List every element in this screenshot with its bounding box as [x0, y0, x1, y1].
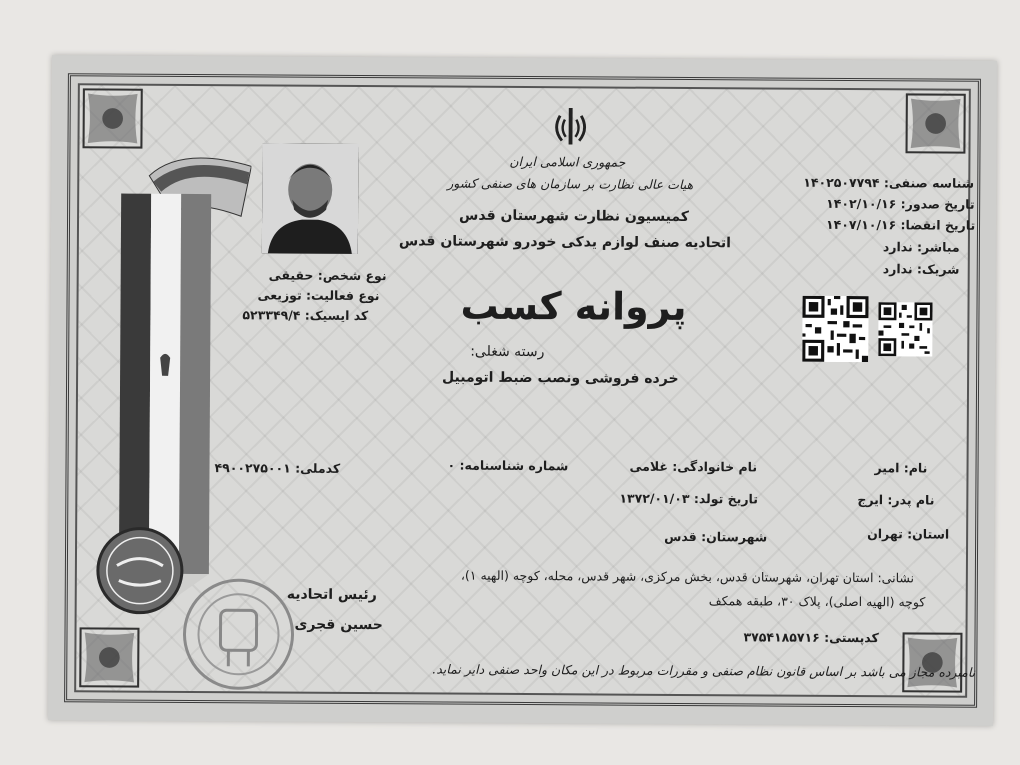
issue-date: تاریخ صدور: ۱۴۰۲/۱۰/۱۶ [826, 195, 975, 212]
father-name: نام پدر: ایرج [857, 492, 935, 508]
header-commission: کمیسیون نظارت شهرستان قدس [459, 207, 689, 226]
corner-ornament-icon [904, 92, 966, 154]
activity-label: رسته شغلی: [470, 343, 545, 361]
first-name: نام: امیر [874, 460, 928, 476]
last-name: نام خانوادگی: غلامی [629, 458, 758, 475]
city: شهرستان: قدس [664, 528, 768, 545]
header-board: هیات عالی نظارت بر سازمان های صنفی کشور [447, 175, 694, 193]
qr-code-icon [878, 302, 932, 356]
activity-type: نوع فعالیت: توزیعی [257, 287, 380, 304]
national-code: کدملی: ۴۹۰۰۲۷۵۰۰۱ [214, 460, 341, 476]
holder-photo [262, 143, 359, 254]
postal-code: کدپستی: ۳۷۵۴۱۸۵۷۱۶ [743, 629, 879, 646]
qr-code-icon [802, 296, 868, 362]
signature-name: حسین قجری [294, 616, 383, 634]
isic-code: کد ایسیک: ۵۲۳۳۴۹/۴ [242, 307, 369, 324]
birth-date: تاریخ تولد: ۱۳۷۲/۰۱/۰۳ [619, 490, 758, 507]
guild-id: شناسه صنفی: ۱۴۰۲۵۰۷۷۹۴ [803, 174, 975, 191]
mobasher: مباشر: ندارد [882, 239, 960, 255]
signature-role: رئیس اتحادیه [286, 586, 377, 604]
province: استان: تهران [867, 526, 950, 542]
person-type: نوع شخص: حقیقی [268, 267, 387, 284]
address-line-2: کوچه (الهیه اصلی)، پلاک ۳۰، طبقه همکف [708, 593, 926, 610]
corner-ornament-icon [78, 626, 140, 688]
footer-note: نامبرده مجاز می باشد بر اساس قانون نظام صنفی و مقررات مربوط در این مکان واحد صنفی دایر نماید. [432, 661, 976, 680]
iran-emblem-icon [546, 102, 594, 150]
header-republic: جمهوری اسلامی ایران [509, 153, 626, 170]
document-title: پروانه کسب [460, 283, 687, 330]
corner-ornament-icon [901, 631, 963, 693]
address-line-1: نشانی: استان تهران، شهرستان قدس، بخش مرکزی، شهر قدس، محله، کوچه (الهیه ۱)، [460, 567, 915, 586]
expiry-date: تاریخ انقضا: ۱۴۰۷/۱۰/۱۶ [825, 216, 976, 233]
activity-value: خرده فروشی ونصب ضبط اتومبیل [442, 369, 679, 387]
id-number: شماره شناسنامه: ۰ [447, 457, 569, 474]
business-license-document [48, 55, 997, 726]
partner: شریک: ندارد [882, 261, 960, 277]
header-union: اتحادیه صنف لوازم یدکی خودرو شهرستان قدس [398, 233, 732, 252]
